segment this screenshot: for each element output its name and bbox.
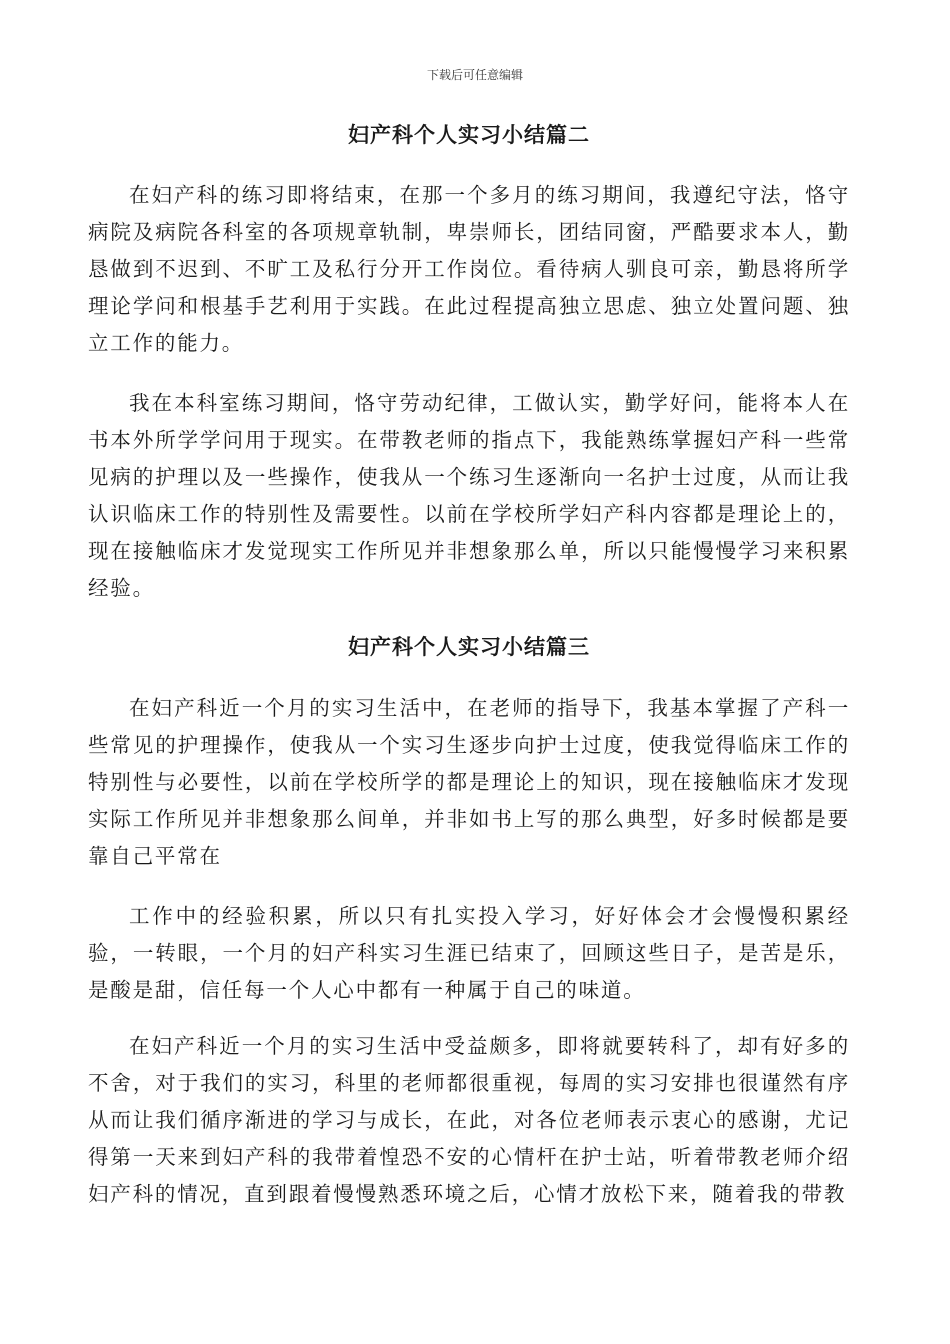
paragraph: 在妇产科近一个月的实习生活中受益颇多，即将就要转科了，却有好多的不舍，对于我们的实习，科里的老师都很重视，每周的实习安排也很谨然有序从而让我们循序渐进的学习与成长，在此，对各位老师表示衷心的感谢，尤记得第一天来到妇产科的我带着惶恐不安的心情杆在护士站，听着带教老师介绍妇产科的情况，直到跟着慢慢熟悉环境之后，心情才放松下来，随着我的带教: [88, 1034, 850, 1206]
section-part-three: [88, 632, 850, 662]
paragraph-block: [88, 690, 850, 875]
paragraph-block: [88, 898, 850, 1009]
section-title: 妇产科个人实习小结篇二: [348, 122, 590, 147]
paragraph: 在妇产科近一个月的实习生活中，在老师的指导下，我基本掌握了产科一些常见的护理操作，使我从一个实习生逐步向护士过度，使我觉得临床工作的特别性与必要性，以前在学校所学的都是理论上的知识，现在接触临床才发现实际工作所见并非想象那么间单，并非如书上写的那么典型，好多时候都是要靠自己平常在: [88, 696, 850, 868]
paragraph-block: [88, 385, 850, 607]
paragraph-block: [88, 1028, 850, 1213]
section-part-two: [88, 120, 850, 150]
paragraph: 我在本科室练习期间，恪守劳动纪律，工做认实，勤学好问，能将本人在书本外所学学问用于现实。在带教老师的指点下，我能熟练掌握妇产科一些常见病的护理以及一些操作，使我从一个练习生逐渐向一名护士过度，从而让我认识临床工作的特别性及需要性。以前在学校所学妇产科内容都是理论上的，现在接触临床才发觉现实工作所见并非想象那么单，所以只能慢慢学习来积累经验。: [88, 391, 850, 600]
paragraph: 在妇产科的练习即将结束，在那一个多月的练习期间，我遵纪守法，恪守病院及病院各科室的各项规章轨制，卑崇师长，团结同窗，严酷要求本人，勤恳做到不迟到、不旷工及私行分开工作岗位。看待病人驯良可亲，勤恳将所学理论学问和根基手艺利用于实践。在此过程提高独立思虑、独立处置问题、独立工作的能力。: [88, 183, 850, 355]
page-header-note: 下载后可任意编辑: [426, 68, 523, 82]
section-title: 妇产科个人实习小结篇三: [348, 634, 590, 659]
paragraph-block: [88, 177, 850, 362]
paragraph: 工作中的经验积累，所以只有扎实投入学习，好好体会才会慢慢积累经验，一转眼，一个月的妇产科实习生涯已结束了，回顾这些日子，是苦是乐，是酸是甜，信任每一个人心中都有一种属于自己的味道。: [88, 904, 850, 1002]
